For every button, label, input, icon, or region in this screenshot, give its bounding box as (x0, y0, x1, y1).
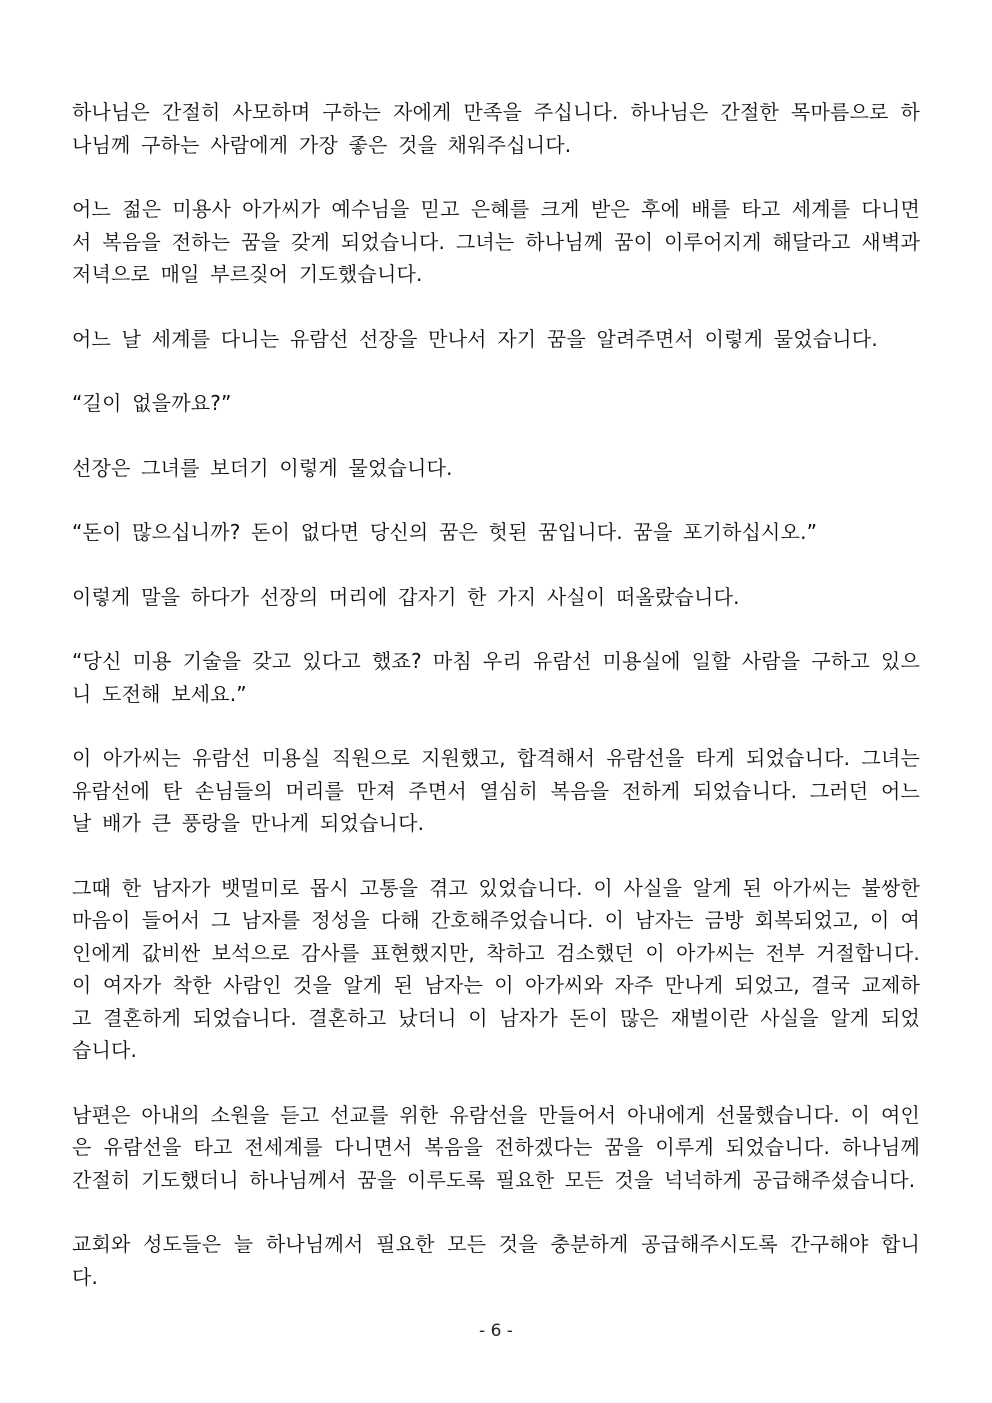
document-body (72, 96, 920, 1325)
page-number: - 6 - (479, 1321, 513, 1341)
quote-paragraph: “길이 없을까요?” (72, 391, 232, 415)
paragraph: 어느 젊은 미용사 아가씨가 예수님을 믿고 은혜를 크게 받은 후에 배를 타고 세계를 다니면서 복음을 전하는 꿈을 갖게 되었습니다. 그녀는 하나님께 꿈이 이루어지게 해달라고 새벽과 저녁으로 매일 부르짖어 기도했습니다. (72, 197, 920, 286)
paragraph: 이 아가씨는 유람선 미용실 직원으로 지원했고, 합격해서 유람선을 타게 되었습니다. 그녀는 유람선에 탄 손님들의 머리를 만져 주면서 열심히 복음을 전하게 되었습니다. 그러던 어느 날 배가 큰 풍랑을 만나게 되었습니다. (72, 746, 920, 835)
paragraph: 교회와 성도들은 늘 하나님께서 필요한 모든 것을 충분하게 공급해주시도록 간구해야 합니다. (72, 1232, 920, 1289)
paragraph: 그때 한 남자가 뱃멀미로 몹시 고통을 겪고 있었습니다. 이 사실을 알게 된 아가씨는 불쌍한 마음이 들어서 그 남자를 정성을 다해 간호해주었습니다. 이 남자는 금방 회복되었고, 이 여인에게 값비싼 보석으로 감사를 표현했지만, 착하고 검소했던 이 아가씨는 전부 거절합니다. 이 여자가 착한 사람인 것을 알게 된 남자는 이 아가씨와 자주 만나게 되었고, 결국 교제하고 결혼하게 되었습니다. 결혼하고 났더니 이 남자가 돈이 많은 재벌이란 사실을 알게 되었습니다. (72, 875, 920, 1062)
quote-paragraph: “당신 미용 기술을 갖고 있다고 했죠? 마침 우리 유람선 미용실에 일할 사람을 구하고 있으니 도전해 보세요.” (72, 649, 920, 706)
paragraph: 남편은 아내의 소원을 듣고 선교를 위한 유람선을 만들어서 아내에게 선물했습니다. 이 여인은 유람선을 타고 전세계를 다니면서 복음을 전하겠다는 꿈을 이루게 되었습니다. 하나님께 간절히 기도했더니 하나님께서 꿈을 이루도록 필요한 모든 것을 넉넉하게 공급해주셨습니다. (72, 1102, 920, 1192)
paragraph: 어느 날 세계를 다니는 유람선 선장을 만나서 자기 꿈을 알려주면서 이렇게 물었습니다. (72, 326, 878, 351)
quote-paragraph: “돈이 많으십니까? 돈이 없다면 당신의 꿈은 헛된 꿈입니다. 꿈을 포기하십시오.” (72, 520, 818, 544)
paragraph: 하나님은 간절히 사모하며 구하는 자에게 만족을 주십니다. 하나님은 간절한 목마름으로 하나님께 구하는 사람에게 가장 좋은 것을 채워주십니다. (72, 100, 920, 157)
paragraph: 이렇게 말을 하다가 선장의 머리에 갑자기 한 가지 사실이 떠올랐습니다. (72, 584, 740, 609)
paragraph: 선장은 그녀를 보더기 이렇게 물었습니다. (72, 455, 453, 480)
